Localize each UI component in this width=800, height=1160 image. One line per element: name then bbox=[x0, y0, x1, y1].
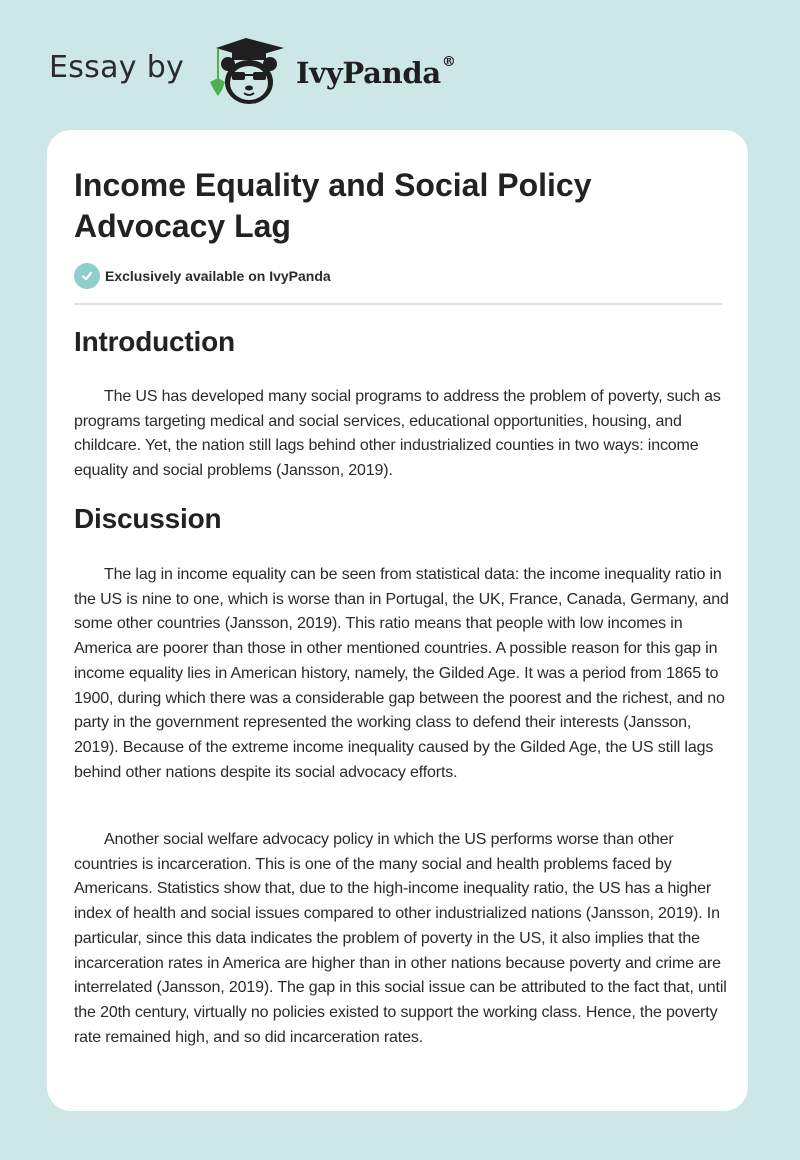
section-heading-introduction: Introduction bbox=[74, 326, 235, 357]
exclusive-badge bbox=[74, 263, 331, 289]
section-heading-discussion: Discussion bbox=[74, 503, 222, 534]
panda-logo-icon[interactable] bbox=[202, 36, 292, 108]
check-circle-icon bbox=[74, 263, 100, 289]
brand-name-text: IvyPanda bbox=[296, 56, 441, 90]
registered-mark: ® bbox=[441, 54, 456, 70]
badge-text: Exclusively available on IvyPanda bbox=[105, 268, 331, 284]
essay-card bbox=[47, 130, 748, 1111]
brand-name[interactable] bbox=[296, 56, 456, 90]
paragraph: The lag in income equality can be seen from statistical data: the income inequality ratio in the US is nine to one, which is worse than in Portugal, the UK, France, Canada, Germany, and some other countries (Jansson, 2019). This ratio means that people with low incomes in America are poorer than those in other mentioned countries. A possible reason for this gap in income equality lies in American history, namely, the Gilded Age. It was a period from 1865 to 1900, during which there was a considerable gap between the poorest and the richest, and no party in the government represented the working class to defend their interests (Jansson, 2019). Because of the extreme income inequality caused by the Gilded Age, the US still lags behind other nations despite its social advocacy efforts. bbox=[74, 566, 729, 781]
paragraph: Another social welfare advocacy policy in which the US performs worse than other countries is incarceration. This is one of the many social and health problems faced by Americans. Statistics show that, due to the high-income inequality ratio, the US has a higher index of health and social issues compared to other industrialized nations (Jansson, 2019). In particular, since this data indicates the problem of poverty in the US, it also implies that the incarceration rates in America are higher than in other nations because poverty and crime are interrelated (Jansson, 2019). The gap in this social issue can be attributed to the fact that, until the 20th century, virtually no policies existed to support the working class. Hence, the poverty rate remained high, and so did incarceration rates. bbox=[74, 831, 727, 1046]
site-header bbox=[0, 0, 800, 130]
brand-prefix: Essay by bbox=[49, 50, 185, 85]
paragraph: The US has developed many social programs to address the problem of poverty, such as programs targeting medical and social services, educational opportunities, housing, and childcare. Yet, the nation still lags behind other industrialized counties in two ways: income equality and social problems (Jansson, 2019). bbox=[74, 388, 721, 480]
title-divider bbox=[74, 303, 722, 305]
page-title: Income Equality and Social Policy Advocacy Lag bbox=[74, 167, 592, 244]
